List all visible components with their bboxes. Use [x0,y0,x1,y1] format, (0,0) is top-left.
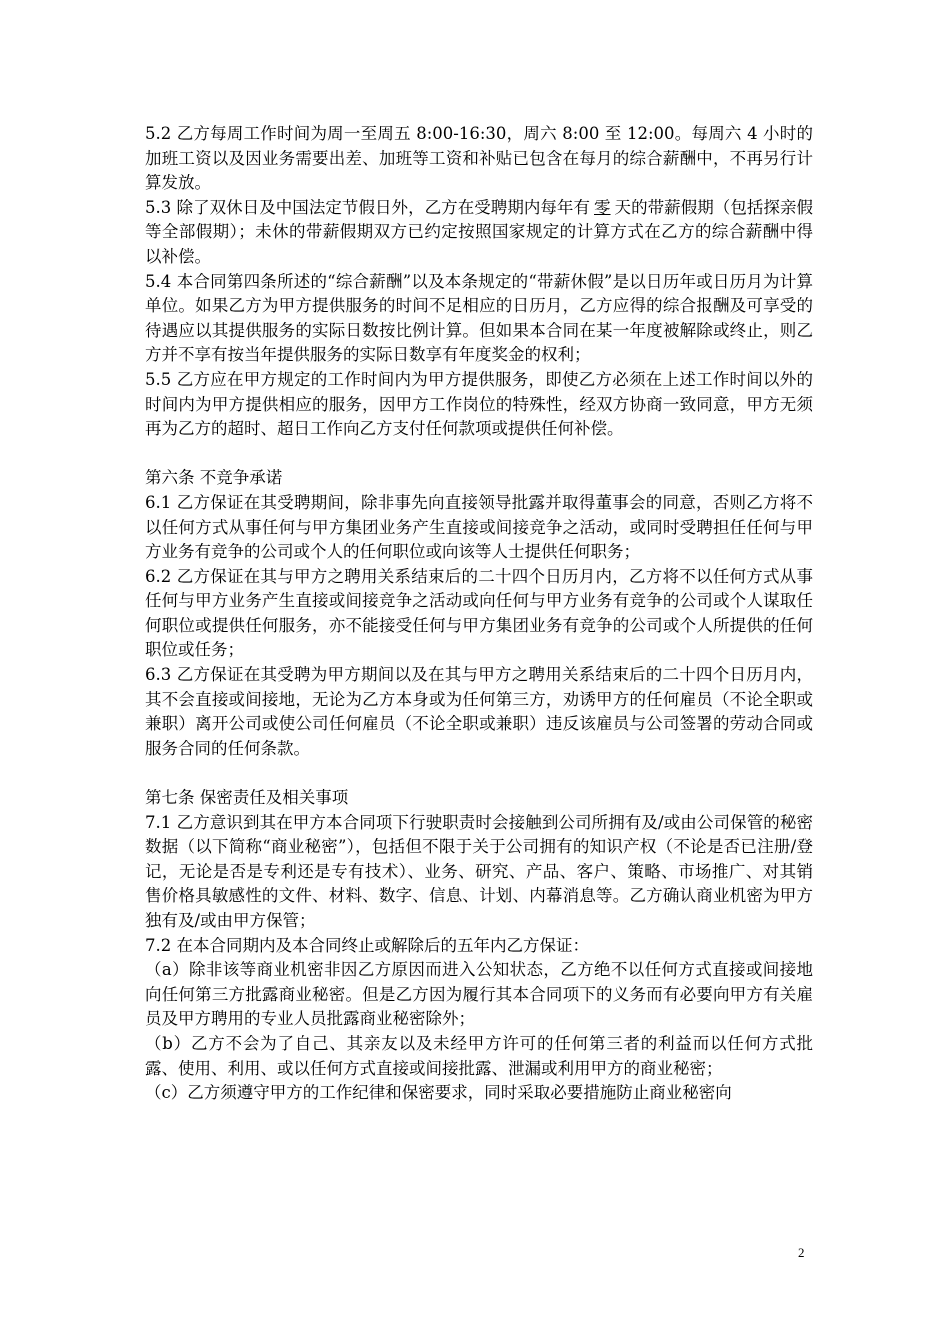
clause-5-3-text-a: 5.3 除了双休日及中国法定节假日外，乙方在受聘期内每年有 [145,197,591,217]
clause-6-2: 6.2 乙方保证在其与甲方之聘用关系结束后的二十四个日历月内，乙方将不以任何方式从事任何与甲方业务产生直接或间接竞争之活动或向任何与甲方业务有竞争的公司或个人谋取任何职位或提供任何服务，亦不能接受任何与甲方集团业务有竞争的公司或个人所提供的任何职位或任务； [145,566,813,660]
paid-leave-days-underlined: 零 [594,197,611,217]
clause-5-5: 5.5 乙方应在甲方规定的工作时间内为甲方提供服务，即使乙方必须在上述工作时间以外的时间内为甲方提供相应的服务，因甲方工作岗位的特殊性，经双方协商一致同意，甲方无须再为乙方的超时、超日工作向乙方支付任何款项或提供任何补偿。 [145,369,813,439]
document-body [145,122,813,1106]
clause-7-2-c: （c）乙方须遵守甲方的工作纪律和保密要求，同时采取必要措施防止商业秘密向 [145,1083,732,1103]
article-6-heading: 第六条 不竞争承诺 [145,468,283,488]
clause-6-1: 6.1 乙方保证在其受聘期间，除非事先向直接领导批露并取得董事会的同意，否则乙方将不以任何方式从事任何与甲方集团业务产生直接或间接竞争之活动，或同时受聘担任任何与甲方业务有竞争的公司或个人的任何职位或向该等人士提供任何职务； [145,492,813,562]
clause-7-2-a: （a）除非该等商业机密非因乙方原因而进入公知状态，乙方绝不以任何方式直接或间接地向任何第三方批露商业秘密。但是乙方因为履行其本合同项下的义务而有必要向甲方有关雇员及甲方聘用的专业人员批露商业秘密除外； [145,960,813,1029]
clause-7-2: 7.2 在本合同期内及本合同终止或解除后的五年内乙方保证： [145,935,589,955]
clause-5-3-text-b: 天的带薪假期（包括探亲假等全部假期）；未休的带薪假期双方已约定按照国家规定的计算方式在乙方的综合薪酬中得以补偿。 [145,197,813,266]
article-7-heading: 第七条 保密责任及相关事项 [145,788,349,808]
clause-7-2-b: （b）乙方不会为了自己、其亲友以及未经甲方许可的任何第三者的利益而以任何方式批露、使用、利用、或以任何方式直接或间接批露、泄漏或利用甲方的商业秘密； [145,1033,813,1078]
clause-5-3 [145,196,813,270]
page-number: 2 [798,1245,805,1260]
clause-7-1: 7.1 乙方意识到其在甲方本合同项下行驶职责时会接触到公司所拥有及/或由公司保管的秘密数据（以下简称“商业秘密”），包括但不限于关于公司拥有的知识产权（不论是否已注册/登记，无论是否是专利还是专有技术）、业务、研究、产品、客户、策略、市场推广、对其销售价格具敏感性的文件、材料、数字、信息、计划、内幕消息等。乙方确认商业机密为甲方独有及/或由甲方保管； [145,812,813,930]
clause-5-4: 5.4 本合同第四条所述的“综合薪酬”以及本条规定的“带薪休假”是以日历年或日历月为计算单位。如果乙方为甲方提供服务的时间不足相应的日历月，乙方应得的综合报酬及可享受的待遇应以其提供服务的实际日数按比例计算。但如果本合同在某一年度被解除或终止，则乙方并不享有按当年提供服务的实际日数享有年度奖金的权利； [145,271,813,365]
clause-5-2: 5.2 乙方每周工作时间为周一至周五 8:00-16:30，周六 8:00 至 12:00。每周六 4 小时的加班工资以及因业务需要出差、加班等工资和补贴已包含在每月的综合薪酬中，不再另行计算发放。 [145,124,813,193]
clause-6-3: 6.3 乙方保证在其受聘为甲方期间以及在其与甲方之聘用关系结束后的二十四个日历月内，其不会直接或间接地，无论为乙方本身或为任何第三方，劝诱甲方的任何雇员（不论全职或兼职）离开公司或使公司任何雇员（不论全职或兼职）违反该雇员与公司签署的劳动合同或服务合同的任何条款。 [145,665,813,758]
